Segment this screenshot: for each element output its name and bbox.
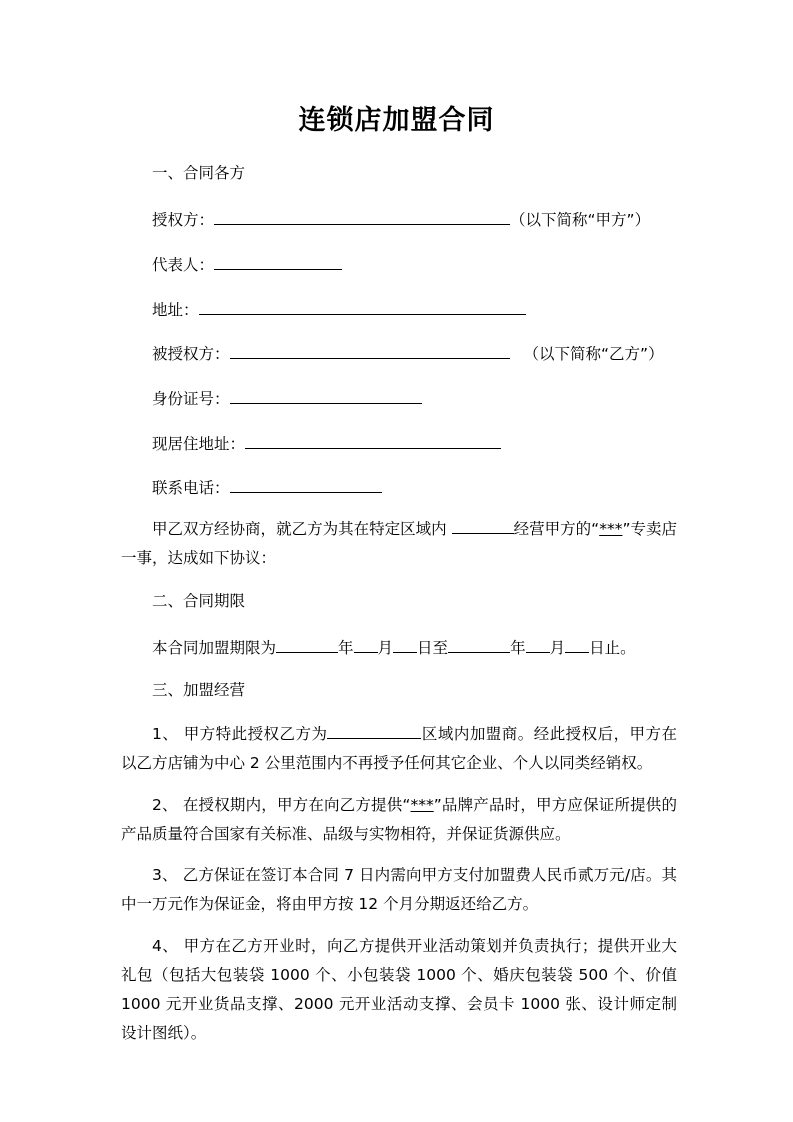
residence-line (152, 431, 501, 454)
end-year-blank[interactable] (448, 635, 510, 653)
grantor-blank[interactable] (214, 207, 510, 225)
grantor-note: （以下简称“甲方”） (510, 211, 651, 229)
id-number-blank[interactable] (230, 386, 422, 404)
phone-line (152, 475, 382, 498)
clause-3: 3、 乙方保证在签订本合同 7 日内需向甲方支付加盟费人民币贰万元/店。其中一万元作为保证金，将由甲方按 12 个月分期返还给乙方。 (121, 866, 677, 913)
address-line (152, 297, 526, 320)
document-title: 连锁店加盟合同 (298, 105, 495, 136)
clause-4: 4、 甲方在乙方开业时，向乙方提供开业活动策划并负责执行；提供开业大礼包（包括大包装袋 1000 个、小包装袋 1000 个、婚庆包装袋 500 个、价值 1000 元开业货品支撑、2000 元开业活动支撑、会员卡 1000 张、设计师定制设计图纸）。 (121, 937, 677, 1042)
start-year-blank[interactable] (276, 635, 338, 653)
grantee-label: 被授权方： (152, 345, 230, 363)
intro-paragraph (121, 515, 677, 573)
representative-line (152, 252, 342, 275)
intro-text-c: ”专卖店一事，达成如下协议： (121, 520, 678, 567)
residence-label: 现居住地址： (152, 435, 246, 453)
intro-text-b: 经营甲方的“ (513, 520, 600, 538)
grantee-blank[interactable] (230, 341, 510, 359)
clause-2-brand: *** (410, 796, 434, 814)
representative-label: 代表人： (152, 256, 215, 274)
region-blank[interactable] (452, 516, 514, 534)
start-day-blank[interactable] (393, 635, 417, 653)
residence-blank[interactable] (245, 431, 501, 449)
intro-brand: *** (599, 520, 623, 538)
start-year-label: 年 (338, 639, 354, 657)
address-blank[interactable] (199, 297, 526, 315)
clause-1-text-a: 1、 甲方特此授权乙方为 (152, 725, 328, 743)
term-line (152, 635, 636, 658)
grantor-line (152, 207, 650, 230)
grantor-label: 授权方： (152, 211, 215, 229)
end-day-blank[interactable] (565, 635, 589, 653)
address-label: 地址： (152, 301, 199, 319)
section1-heading: 一、合同各方 (152, 164, 246, 182)
section3-heading: 三、加盟经营 (152, 681, 246, 699)
start-month-label: 月 (377, 639, 394, 657)
dealer-region-blank[interactable] (327, 721, 421, 739)
section2-heading: 二、合同期限 (152, 592, 246, 610)
clause-2 (121, 791, 677, 849)
start-month-blank[interactable] (354, 635, 378, 653)
end-month-label: 月 (549, 639, 566, 657)
grantee-note: （以下简称“乙方”） (523, 345, 664, 363)
clause-2-text-b: ”品牌产品时，甲方应保证所提供的产品质量符合国家有关标准、品级与实物相符，并保证货源供应。 (121, 796, 677, 843)
end-day-label: 日止。 (589, 639, 636, 657)
clause-2-text-a: 2、 在授权期内，甲方在向乙方提供“ (152, 796, 411, 814)
grantee-line (152, 341, 664, 364)
id-number-label: 身份证号： (152, 390, 230, 408)
clause-1-text-b: 区域内加盟商。经此授权后，甲方在以乙方店铺为中心 2 公里范围内不再授予任何其它企业、个人以同类经销权。 (121, 725, 677, 772)
end-month-blank[interactable] (526, 635, 550, 653)
id-number-line (152, 386, 422, 409)
representative-blank[interactable] (214, 252, 342, 270)
term-text: 本合同加盟期限为 (152, 639, 277, 657)
end-year-label: 年 (510, 639, 526, 657)
start-day-label: 日至 (417, 639, 449, 657)
phone-label: 联系电话： (152, 479, 230, 497)
clause-1 (121, 720, 677, 778)
intro-text-a: 甲乙双方经协商，就乙方为其在特定区域内 (152, 520, 452, 538)
phone-blank[interactable] (230, 475, 382, 493)
